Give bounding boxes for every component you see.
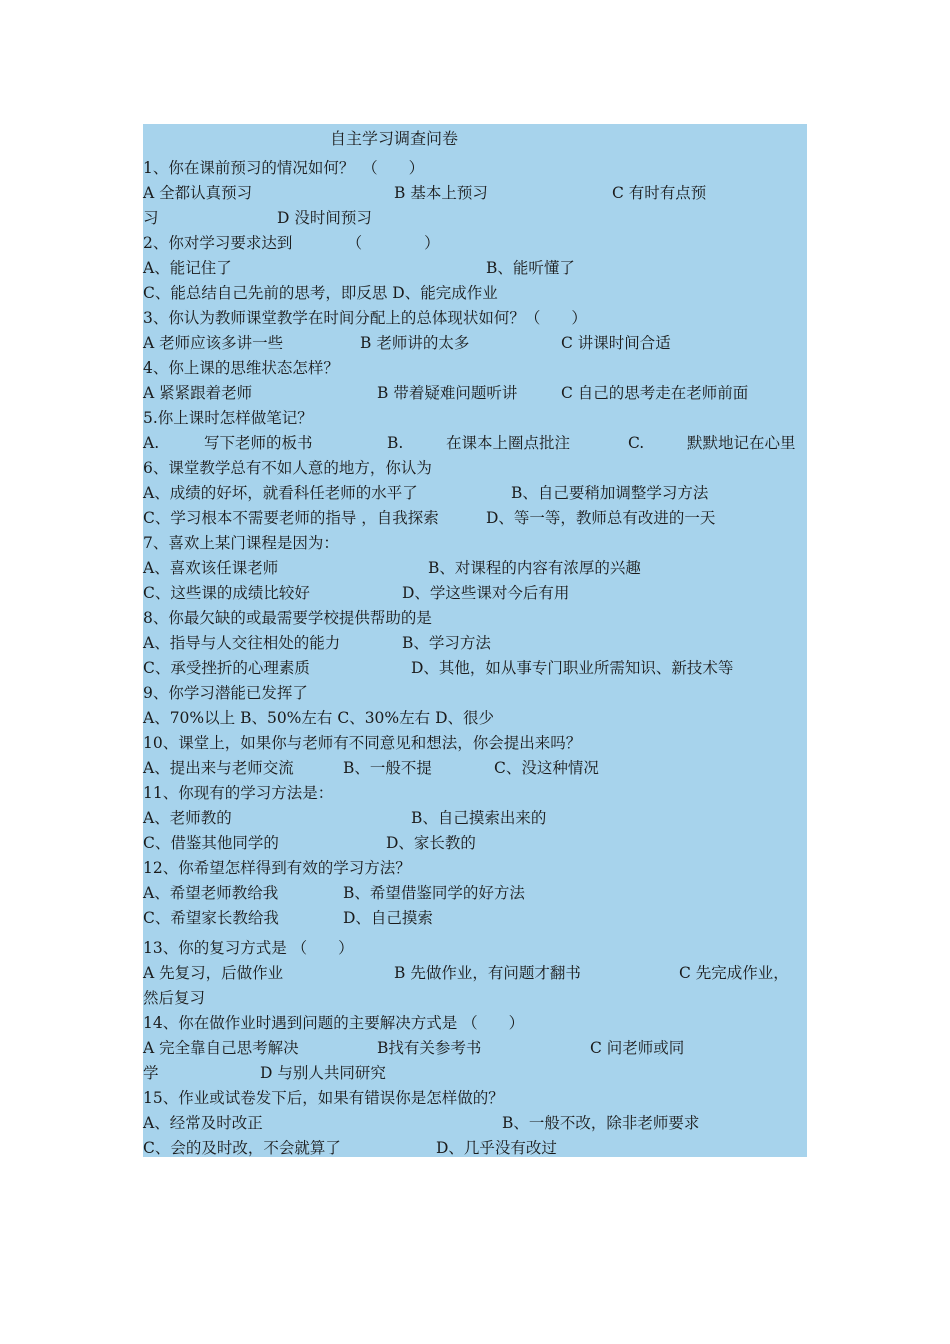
answer-option: B、希望借鉴同学的好方法 <box>343 884 525 902</box>
line-text: 5.你上课时怎样做笔记？ <box>143 409 313 427</box>
line-text: 13、你的复习方式是 （ ） <box>143 939 354 957</box>
answer-option: D、自己摸索 <box>343 909 433 927</box>
line-text: 6、课堂教学总有不如人意的地方，你认为 <box>143 459 432 477</box>
answer-option: B找有关参考书 <box>377 1039 482 1057</box>
line-text: 7、喜欢上某门课程是因为： <box>143 534 339 552</box>
line-text: 3、你认为教师课堂教学在时间分配上的总体现状如何？（ ） <box>143 309 587 327</box>
answer-option: D 与别人共同研究 <box>260 1064 386 1082</box>
answer-option: B 先做作业，有问题才翻书 <box>394 964 581 982</box>
answer-option: A、喜欢该任课老师 <box>143 559 279 577</box>
answer-option: C、希望家长教给我 <box>143 909 279 927</box>
answer-option: C 自己的思考走在老师前面 <box>561 384 749 402</box>
line-text: 4、你上课的思维状态怎样？ <box>143 359 339 377</box>
answer-option: A 完全靠自己思考解决 <box>143 1039 299 1057</box>
answer-option: D、家长教的 <box>386 834 476 852</box>
answer-option: 默默地记在心里 <box>687 434 796 452</box>
answer-option: C、会的及时改，不会就算了 <box>143 1139 341 1157</box>
answer-option: D、学这些课对今后有用 <box>402 584 570 602</box>
answer-option: A、能记住了 <box>143 259 232 277</box>
answer-option: C、承受挫折的心理素质 <box>143 659 310 677</box>
answer-option: A、老师教的 <box>143 809 232 827</box>
answer-option: B、一般不改，除非老师要求 <box>502 1114 700 1132</box>
line-text: 2、你对学习要求达到 （ ） <box>143 234 440 252</box>
answer-option: C 有时有点预 <box>612 184 707 202</box>
answer-option: A 紧紧跟着老师 <box>143 384 253 402</box>
answer-option: C、借鉴其他同学的 <box>143 834 279 852</box>
answer-option: B 基本上预习 <box>394 184 488 202</box>
answer-option: A、成绩的好坏，就看科任老师的水平了 <box>143 484 418 502</box>
line-text: A、70%以上 B、50%左右 C、30%左右 D、很少 <box>143 709 495 727</box>
line-text: 8、你最欠缺的或最需要学校提供帮助的是 <box>143 609 432 627</box>
answer-option: 写下老师的板书 <box>204 434 313 452</box>
line-text: 9、你学习潜能已发挥了 <box>143 684 308 702</box>
answer-option: C 先完成作业， <box>679 964 789 982</box>
answer-option: A、经常及时改正 <box>143 1114 263 1132</box>
answer-option: A、提出来与老师交流 <box>143 759 294 777</box>
answer-option: C 问老师或同 <box>590 1039 685 1057</box>
answer-option: C、这些课的成绩比较好 <box>143 584 310 602</box>
line-text: 14、你在做作业时遇到问题的主要解决方式是 （ ） <box>143 1014 525 1032</box>
line-text: 然后复习 <box>143 989 206 1007</box>
answer-option: B、能听懂了 <box>486 259 575 277</box>
answer-option: B、学习方法 <box>402 634 491 652</box>
answer-option: A 先复习，后做作业 <box>143 964 284 982</box>
answer-option: A. <box>143 434 160 452</box>
answer-option: 习 <box>143 209 159 227</box>
answer-option: C. <box>628 434 645 452</box>
answer-option: A、希望老师教给我 <box>143 884 279 902</box>
answer-option: B. <box>387 434 404 452</box>
line-text: 15、作业或试卷发下后，如果有错误你是怎样做的？ <box>143 1089 504 1107</box>
answer-option: B、一般不提 <box>343 759 432 777</box>
answer-option: B、自己要稍加调整学习方法 <box>511 484 709 502</box>
answer-option: B、对课程的内容有浓厚的兴趣 <box>428 559 641 577</box>
line-text: C、能总结自己先前的思考，即反思 D、能完成作业 <box>143 284 498 302</box>
answer-option: A、指导与人交往相处的能力 <box>143 634 341 652</box>
answer-option: C、没这种情况 <box>494 759 599 777</box>
answer-option: B、自己摸索出来的 <box>411 809 547 827</box>
answer-option: B 带着疑难问题听讲 <box>377 384 518 402</box>
answer-option: B 老师讲的太多 <box>360 334 470 352</box>
answer-option: D 没时间预习 <box>277 209 372 227</box>
answer-option: A 老师应该多讲一些 <box>143 334 284 352</box>
line-text: 11、你现有的学习方法是： <box>143 784 334 802</box>
answer-option: C、学习根本不需要老师的指导 ，自我探索 <box>143 509 439 527</box>
answer-option: A 全都认真预习 <box>143 184 253 202</box>
line-text: 1、你在课前预习的情况如何？ （ ） <box>143 159 425 177</box>
answer-option: D、几乎没有改过 <box>436 1139 557 1157</box>
line-text: 12、你希望怎样得到有效的学习方法？ <box>143 859 411 877</box>
line-text: 10、课堂上，如果你与老师有不同意见和想法，你会提出来吗？ <box>143 734 582 752</box>
answer-option: 学 <box>143 1064 159 1082</box>
answer-option: D、其他，如从事专门职业所需知识、新技术等 <box>411 659 734 677</box>
answer-option: D、等一等，教师总有改进的一天 <box>486 509 716 527</box>
answer-option: 在课本上圈点批注 <box>446 434 571 452</box>
answer-option: C 讲课时间合适 <box>561 334 671 352</box>
